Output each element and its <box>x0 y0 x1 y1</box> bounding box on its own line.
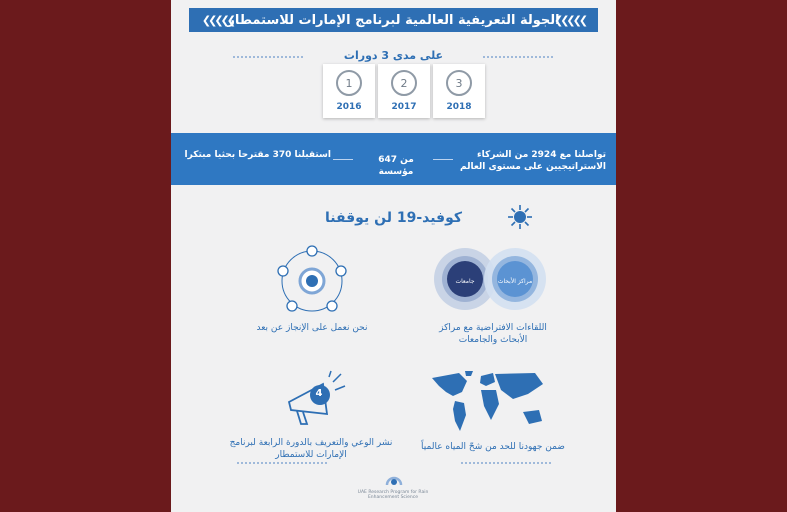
separator <box>433 159 453 160</box>
separator <box>333 159 353 160</box>
cycle-card <box>323 64 375 118</box>
megaphone-number: 4 <box>315 388 323 399</box>
cycle-number: 1 <box>336 70 362 96</box>
venn-label-universities: جامعات <box>455 278 475 285</box>
venn-label-research: مراكز الأبحاث <box>497 278 533 285</box>
chevron-right-icon: ❯❯❯❯❯ <box>554 13 586 27</box>
caption-water-scarcity: ضمن جهودنا للحد من شحّ المياه عالمياً <box>421 442 565 452</box>
caption-virtual-meetings: اللقاءات الافتراضية مع مراكز الأبحاث والجامعات <box>439 323 547 345</box>
stat-proposals: استقبلنا 370 مقترحا بحثيا مبتكرا <box>184 150 331 160</box>
stat-institutions: من 647 مؤسسة <box>378 155 414 177</box>
cycle-card <box>378 64 430 118</box>
covid-title: كوفيد-19 لن يوقفنا <box>324 210 463 226</box>
caption-remote-work: نحن نعمل على الإنجاز عن بعد <box>256 323 368 333</box>
cycle-year: 2017 <box>391 102 417 112</box>
cycle-year: 2016 <box>336 102 362 112</box>
caption-awareness: نشر الوعي والتعريف بالدورة الرابعة لبرنامج الإمارات للاستمطار <box>229 438 393 460</box>
divider <box>237 462 327 464</box>
network-icon <box>268 244 356 318</box>
cycle-number: 2 <box>391 70 417 96</box>
title-banner <box>189 8 598 32</box>
logo-text: UAE Research Program for Rain Enhancement Science <box>357 490 429 500</box>
program-logo-icon <box>385 472 403 488</box>
cycle-number: 3 <box>446 70 472 96</box>
stat-partners: تواصلنا مع 2924 من الشركاء الاستراتيجيين على مستوى العالم <box>460 150 606 172</box>
cycle-year: 2018 <box>446 102 472 112</box>
cycles-subtitle: على مدى 3 دورات <box>343 49 444 62</box>
world-map-icon <box>429 370 551 438</box>
chevron-left-icon: ❯❯❯❯❯ <box>201 13 233 27</box>
banner-title: الجولة التعريفية العالمية لبرنامج الإمارات للاستمطار <box>227 12 560 28</box>
infographic-poster <box>171 0 616 512</box>
cycle-card <box>433 64 485 118</box>
divider <box>461 462 551 464</box>
